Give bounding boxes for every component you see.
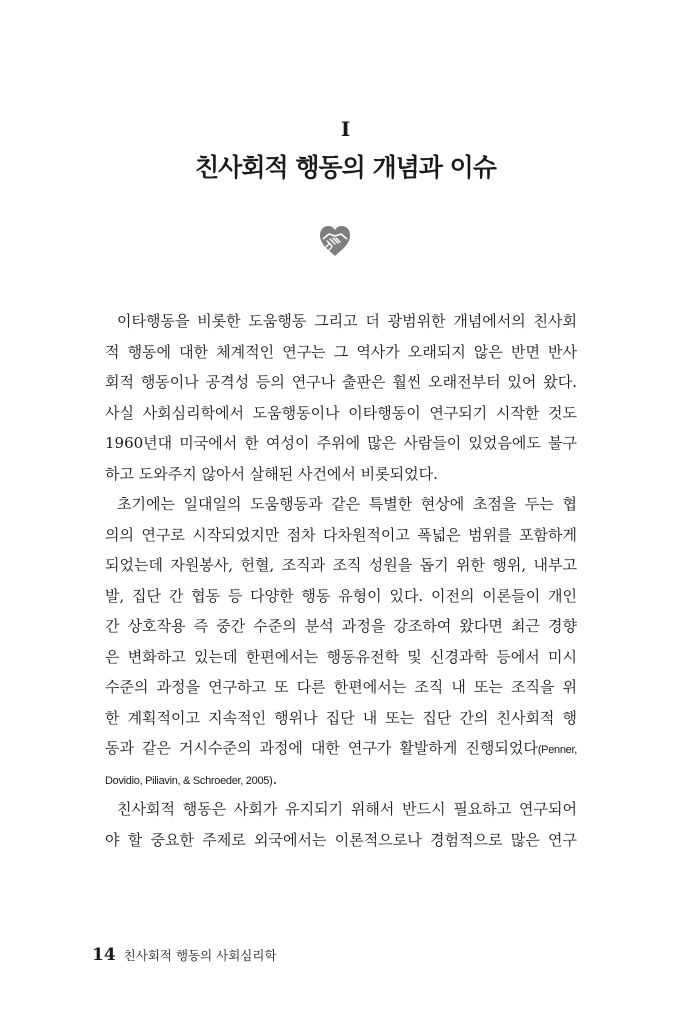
body-line: 초기에는 일대일의 도움행동과 같은 특별한 현상에 초점을 두는 협	[117, 495, 577, 513]
chapter-title: 친사회적 행동의 개념과 이슈	[195, 153, 496, 182]
body-line: 회적 행동이나 공격성 등의 연구나 출판은 훨씬 오래전부터 있어 왔다.	[105, 373, 577, 391]
body-line: 되었는데 자원봉사, 헌혈, 조직과 조직 성원을 돕기 위한 행위, 내부고	[105, 556, 577, 574]
body-line: 1960년대 미국에서 한 여성이 주위에 많은 사람들이 있었음에도 불구	[105, 434, 577, 452]
citation-period: .	[272, 769, 278, 788]
handshake-heart-icon	[318, 224, 352, 258]
body-line: 사실 사회심리학에서 도움행동이나 이타행동이 연구되기 시작한 것도	[105, 403, 577, 422]
body-line: 적 행동에 대한 체계적인 연구는 그 역사가 오래되지 않은 반면 반사	[105, 342, 577, 361]
page-footer	[92, 945, 277, 965]
body-line: 발, 집단 간 협동 등 다양한 행동 유형이 있다. 이전의 이론들이 개인	[105, 586, 577, 605]
body-line: 한 계획적이고 지속적인 행위나 집단 내 또는 집단 간의 친사회적 행	[105, 708, 577, 727]
citation-line	[105, 764, 577, 795]
body-line: 간 상호작용 즉 중간 수준의 분석 과정을 강조하여 왔다면 최근 경향	[105, 617, 577, 635]
citation-continued: Dovidio, Piliavin, & Schroeder, 2005)	[105, 774, 273, 787]
body-line-with-citation	[105, 733, 577, 764]
body-line: 수준의 과정을 연구하고 또 다른 한편에서는 조직 내 또는 조직을 위	[105, 678, 577, 696]
body-line: 이타행동을 비롯한 도움행동 그리고 더 광범위한 개념에서의 친사회	[117, 312, 577, 330]
body-line: 친사회적 행동은 사회가 유지되기 위해서 반드시 필요하고 연구되어	[117, 800, 577, 818]
body-line: 은 변화하고 있는데 한편에서는 행동유전학 및 신경과학 등에서 미시	[105, 647, 577, 666]
citation: (Penner,	[537, 744, 577, 756]
chapter-number: I	[340, 117, 351, 141]
body-line: 야 할 중요한 주제로 외국에서는 이론적으로나 경험적으로 많은 연구	[105, 830, 577, 849]
body-line: 하고 도와주지 않아서 살해된 사건에서 비롯되었다.	[105, 464, 438, 483]
running-title: 친사회적 행동의 사회심리학	[123, 948, 277, 963]
body-line: 의의 연구로 시작되었지만 점차 다차원적이고 폭넓은 범위를 포함하게	[105, 525, 577, 544]
body-line-text: 동과 같은 거시수준의 과정에 대한 연구가 활발하게 진행되었다	[105, 739, 538, 757]
page-number: 14	[92, 945, 116, 965]
body-text	[105, 306, 577, 855]
